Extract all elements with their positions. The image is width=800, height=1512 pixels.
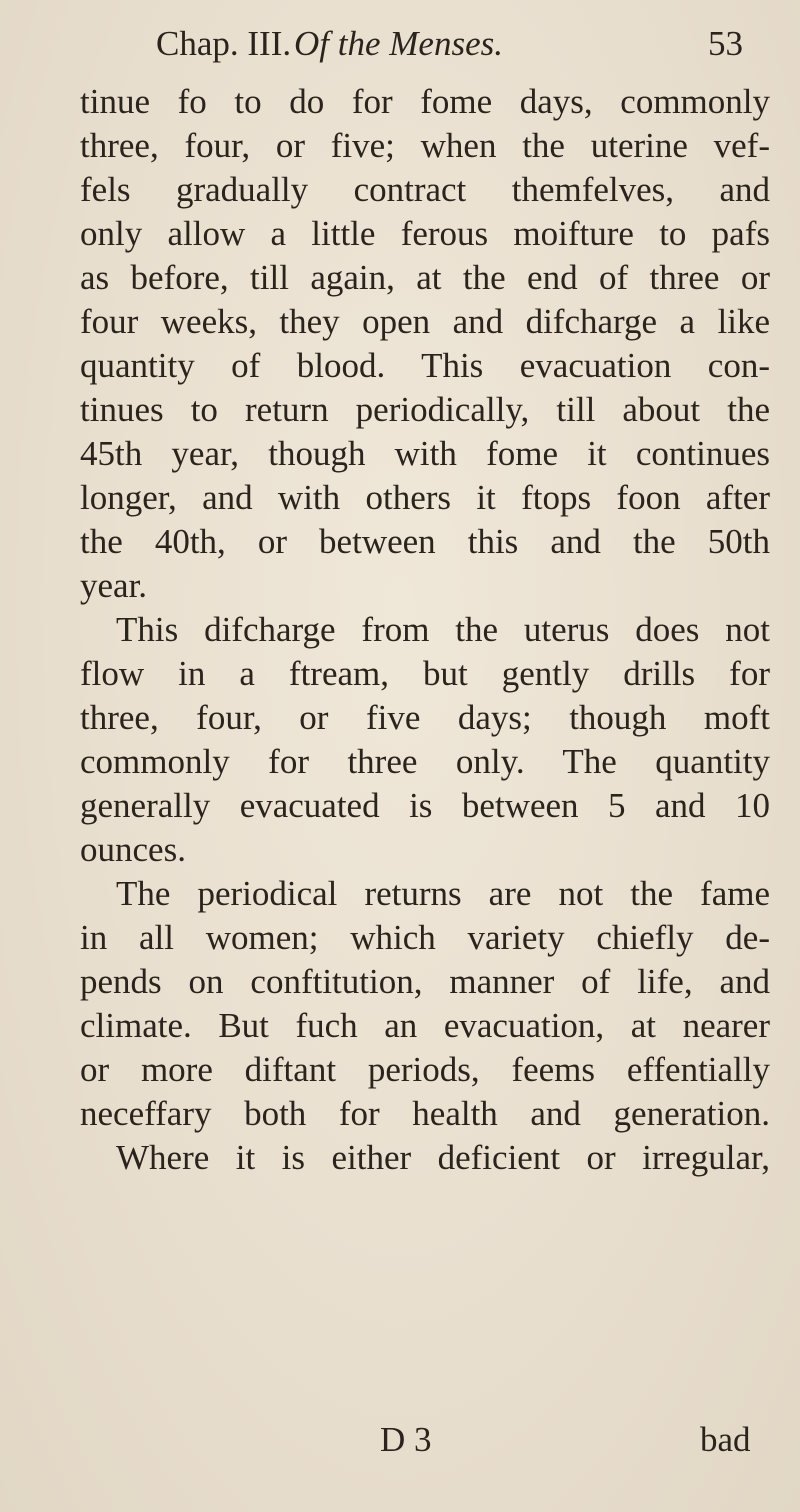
paragraph-2 — [80, 608, 770, 872]
text-line: in all women; which variety chiefly de- — [80, 918, 770, 957]
text-line: The periodical returns are not the fame — [116, 874, 770, 913]
text-line: quantity of blood. This evacuation con- — [80, 346, 770, 385]
running-title: Of the Menses. — [294, 24, 503, 63]
paragraph-3 — [80, 872, 770, 1180]
body-text — [80, 80, 770, 1180]
text-line: 45th year, though with fome it continues — [80, 434, 770, 473]
text-line: four weeks, they open and difcharge a like — [80, 302, 770, 341]
text-line: tinue fo to do for fome days, commonly — [80, 82, 770, 121]
chapter-label: Chap. III. — [156, 24, 292, 63]
running-head — [0, 22, 800, 66]
text-line: tinues to return periodically, till about the — [80, 390, 770, 429]
page-footer — [0, 1418, 800, 1462]
text-line: longer, and with others it ftops foon after — [80, 478, 770, 517]
text-line: This difcharge from the uterus does not — [116, 610, 770, 649]
text-line: or more diftant periods, feems effentially — [80, 1050, 770, 1089]
text-line: neceffary both for health and generation. — [80, 1094, 770, 1133]
text-line: year. — [80, 566, 148, 605]
text-line: as before, till again, at the end of three or — [80, 258, 770, 297]
signature-mark: D 3 — [380, 1420, 432, 1459]
text-line: fels gradually contract themfelves, and — [80, 170, 770, 209]
text-line: generally evacuated is between 5 and 10 — [80, 786, 770, 825]
text-line: flow in a ftream, but gently drills for — [80, 654, 770, 693]
text-line: Where it is either deficient or irregular, — [116, 1138, 770, 1177]
catchword: bad — [700, 1420, 751, 1459]
text-line: ounces. — [80, 830, 186, 869]
paragraph-1 — [80, 80, 770, 608]
text-line: pends on conftitution, manner of life, and — [80, 962, 770, 1001]
text-line: only allow a little ferous moifture to pafs — [80, 214, 770, 253]
page-number: 53 — [708, 24, 743, 63]
text-line: three, four, or five; when the uterine vef- — [80, 126, 770, 165]
text-line: three, four, or five days; though moft — [80, 698, 770, 737]
text-line: commonly for three only. The quantity — [80, 742, 770, 781]
text-line: climate. But fuch an evacuation, at nearer — [80, 1006, 770, 1045]
text-line: the 40th, or between this and the 50th — [80, 522, 770, 561]
